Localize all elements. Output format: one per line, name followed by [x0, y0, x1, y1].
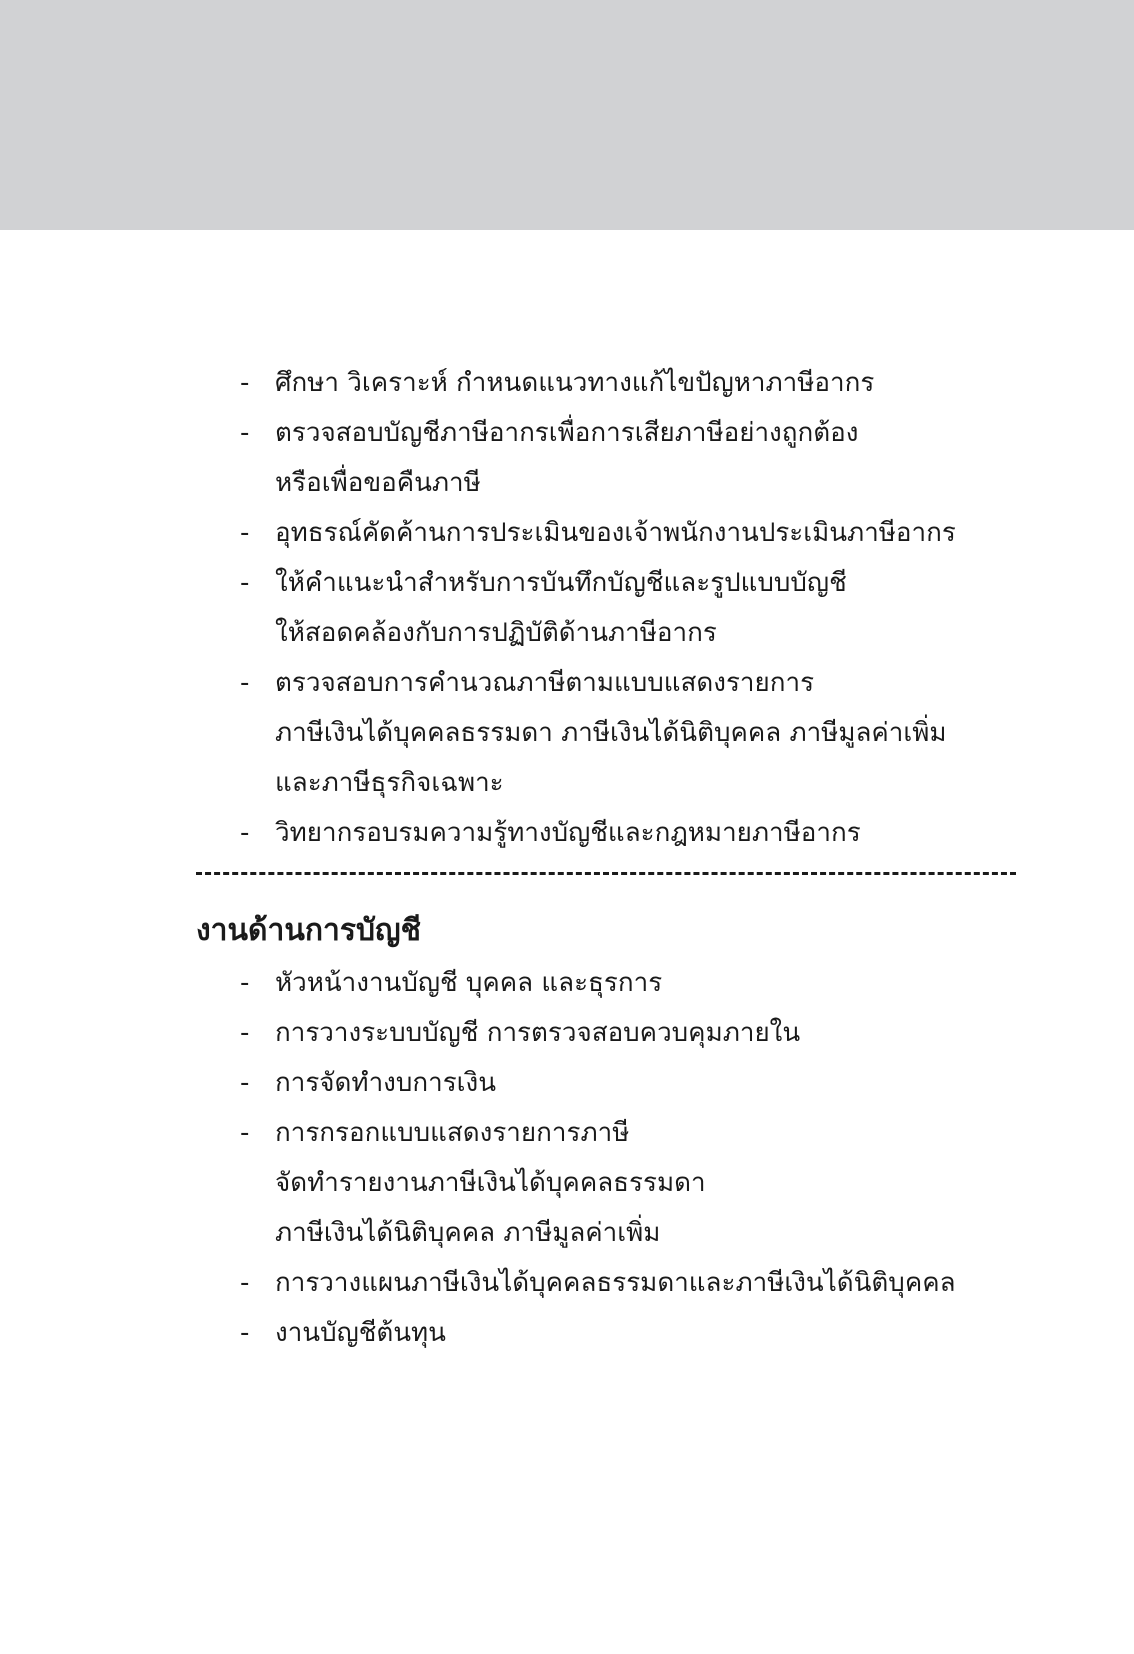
list-item-text: วิทยากรอบรมความรู้ทางบัญชีและกฎหมายภาษีอากร [275, 818, 861, 848]
dashed-separator [196, 872, 1016, 875]
list-item-text: งานบัญชีต้นทุน [275, 1318, 446, 1348]
list-item-text: ภาษีเงินได้บุคคลธรรมดา ภาษีเงินได้นิติบุคคล ภาษีมูลค่าเพิ่ม [275, 718, 947, 748]
list-item [240, 658, 980, 808]
list-item [240, 958, 980, 1008]
list-item-text: อุทธรณ์คัดค้านการประเมินของเจ้าพนักงานประเมินภาษีอากร [275, 518, 956, 548]
list-item [240, 808, 980, 858]
bullet-dash: - [240, 1118, 250, 1148]
bullet-dash: - [240, 668, 250, 698]
list-item [240, 358, 980, 408]
list-item-text: และภาษีธุรกิจเฉพาะ [275, 768, 504, 798]
list-item-text: การวางแผนภาษีเงินได้บุคคลธรรมดาและภาษีเงินได้นิติบุคคล [275, 1268, 956, 1298]
list-item-text: ภาษีเงินได้นิติบุคคล ภาษีมูลค่าเพิ่ม [275, 1218, 661, 1248]
bullet-dash: - [240, 1318, 250, 1348]
bullet-dash: - [240, 418, 250, 448]
accounting-services-list [240, 958, 980, 1358]
list-item-text: จัดทำรายงานภาษีเงินได้บุคคลธรรมดา [275, 1168, 706, 1198]
bullet-dash: - [240, 518, 250, 548]
section-heading: งานด้านการบัญชี [196, 913, 421, 948]
list-item [240, 508, 980, 558]
list-item-text: หัวหน้างานบัญชี บุคคล และธุรการ [275, 968, 663, 998]
list-item-text: การกรอกแบบแสดงรายการภาษี [275, 1118, 630, 1148]
list-item-text: ตรวจสอบการคำนวณภาษีตามแบบแสดงรายการ [275, 668, 815, 698]
list-item-text: ให้สอดคล้องกับการปฏิบัติด้านภาษีอากร [275, 618, 717, 648]
list-item-text: การจัดทำงบการเงิน [275, 1068, 497, 1098]
list-item [240, 1308, 980, 1358]
bullet-dash: - [240, 818, 250, 848]
bullet-dash: - [240, 368, 250, 398]
list-item [240, 1008, 980, 1058]
list-item-text: การวางระบบบัญชี การตรวจสอบควบคุมภายใน [275, 1018, 801, 1048]
bullet-dash: - [240, 568, 250, 598]
list-item-text: หรือเพื่อขอคืนภาษี [275, 468, 481, 498]
list-item [240, 408, 980, 508]
list-item-text: ตรวจสอบบัญชีภาษีอากรเพื่อการเสียภาษีอย่างถูกต้อง [275, 418, 859, 448]
list-item-text: ศึกษา วิเคราะห์ กำหนดแนวทางแก้ไขปัญหาภาษีอากร [275, 368, 875, 398]
list-item [240, 558, 980, 658]
bullet-dash: - [240, 1018, 250, 1048]
list-item-text: ให้คำแนะนำสำหรับการบันทึกบัญชีและรูปแบบบัญชี [275, 568, 847, 598]
list-item [240, 1058, 980, 1108]
bullet-dash: - [240, 968, 250, 998]
bullet-dash: - [240, 1268, 250, 1298]
bullet-dash: - [240, 1068, 250, 1098]
list-item [240, 1258, 980, 1308]
tax-services-list [240, 358, 980, 858]
list-item [240, 1108, 980, 1258]
